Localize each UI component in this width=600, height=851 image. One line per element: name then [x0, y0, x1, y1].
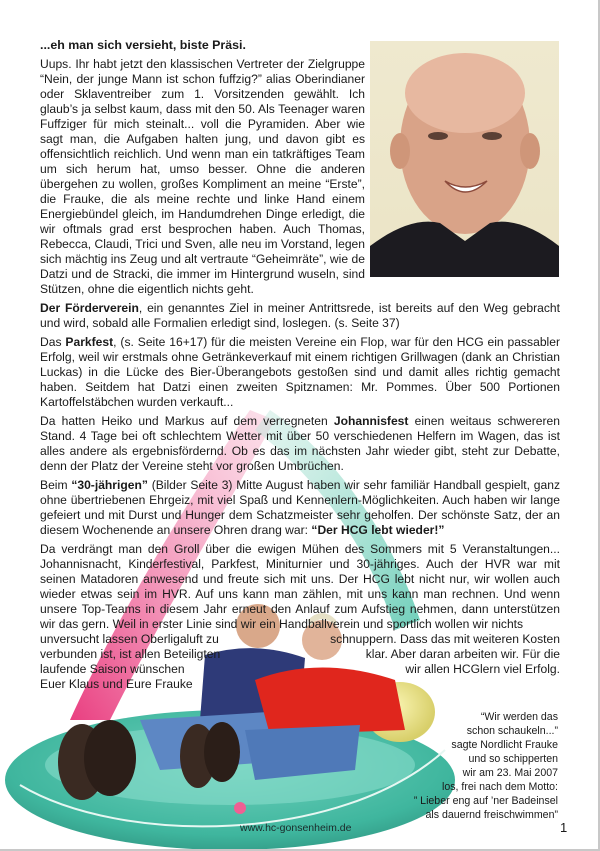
caption-line: “Wir werden das	[480, 711, 558, 723]
johannisfest-text: einen weitaus schwereren Stand. 4 Tage bei oft schlechtem Wetter mit über 50 verschiedenen Helfern im Wagen, das ist alles andere als ergebnisfördernd. Ob es das im nächsten Jahr wieder gibt, steht zur Debatte, denn der Platz der Vereine steht vor großen Umbrüchen.	[40, 414, 560, 473]
split-line	[40, 662, 560, 677]
foerderverein-bold: Der Förderverein	[40, 301, 139, 315]
dreissigjaehrigen-prefix: Beim	[40, 478, 72, 492]
parkfest-text: , (s. Seite 16+17) für die meisten Vereine ein Flop, war für den HCG ein passabler Erfolg, weil wir erstmals ohne Getränkeverkauf mit einem richtigen Grillwagen (dank an Christian Luckas) in die Lücke des Bier-Überangebots gestoßen sind und damit alles richtig gemacht haben. Seitdem hat Datzi einen zweiten Spitznamen: Mr. Pommes. Über 500 Portionen Kartoffelstäbchen wurden verkauft...	[40, 335, 560, 409]
parkfest-bold: Parkfest	[65, 335, 114, 349]
caption-line: ” Lieber eng auf ’ner Badeinsel	[413, 795, 558, 807]
parkfest-paragraph	[40, 335, 560, 410]
split-line-right: schnuppern. Dass das mit weiteren Kosten	[330, 632, 560, 646]
split-line	[40, 647, 560, 662]
article-headline: ...eh man sich versieht, biste Präsi.	[40, 38, 246, 52]
split-line-left: unversucht lassen Oberligaluft zu	[40, 632, 219, 646]
dreissigjaehrigen-text: (Bilder Seite 3) Mitte August haben wir sehr familiär Handball gespielt, ganz ohne übertriebenen Ehrgeiz, mit viel Spaß und Kennenlern-Möglichkeiten. Auch haben wir lange gefeiert und mit Durst und Hunger dem Schatzmeister sehr geholfen. Der schönste Satz, der an diesem Wochenende an unsere Ohren drang war:	[40, 478, 560, 537]
page-number: 1	[560, 820, 568, 835]
shoe	[84, 720, 136, 796]
hcg-lebt-wieder: “Der HCG lebt wieder!”	[311, 523, 445, 537]
photo-caption	[358, 710, 558, 822]
johannisfest-prefix: Da hatten Heiko und Markus auf dem verregneten	[40, 414, 334, 428]
johannisfest-bold: Johannisfest	[333, 414, 409, 428]
article-body	[40, 38, 560, 692]
closing-paragraph: Da verdrängt man den Groll über die ewigen Mühen des Sommers mit 5 Veranstaltungen... Johannisnacht, Kinderfestival, Parkfest, Miniturnier und 30-jähriges. Auch der HVR war mit seinen Matadoren anwesend und freute sich mit uns. Der HCG lebt nicht nur, wir wollen auch wieder etwas sein im HVR. Auf uns kann man zählen, mit uns kann man rechnen. Und wenn unsere Top-Teams in diesem Jahr erneut den Anlauf zum Aufstieg nehmen, dann unterstützen wir das gern. Weil in erster Linie sind wir ein Handballverein und sportlich wollen wir nichts	[40, 542, 560, 631]
split-line-right: klar. Aber daran arbeiten wir. Für die	[365, 647, 560, 661]
caption-line: und so schipperten	[468, 753, 558, 765]
caption-line: wir am 23. Mai 2007	[462, 767, 558, 779]
website-link[interactable]: www.hc-gonsenheim.de	[240, 822, 352, 834]
caption-line: schon schaukeln...”	[466, 725, 558, 737]
parkfest-prefix: Das	[40, 335, 66, 349]
dreissigjaehrigen-paragraph	[40, 478, 560, 538]
split-line-left: laufende Saison wünschen	[40, 662, 185, 676]
foerderverein-paragraph	[40, 301, 560, 331]
intro-paragraph: Uups. Ihr habt jetzt den klassischen Vertreter der Zielgruppe “Nein, der junge Mann ist schon fuffzig?” alias Oberindianer oder Sklaventreiber zum 1. Vorsitzenden gewählt. Ich glaub’s ja selbst kaum, dass mit den 50. Als Teenager waren Fuffziger für mich steinalt... voll die Pyramiden. Aber wie sagt man, die Aufgaben halten jung, und davon gibt es offensichtlich reichlich. Und wenn man ein tatkräftiges Team um sich herum hat, umso besser. Ohne die anderen übergehen zu wollen, großes Kompliment an meine “Erste”, die Frauke, die als meine rechte und linke Hand einem Energiebündel gleich, im Handumdrehen Dinge erledigt, die wir oftmals grad erst besprochen haben. Auch Thomas, Rebecca, Claudi, Trici und Sven, alle neu im Vorstand, legen sich mächtig ins Zeug und alt vertraute “Geheimräte”, wie de Datzi und de Stracki, die immer im Hintergrund wuseln, sind Stützen, ohne die eigentlich nichts geht.	[40, 57, 365, 296]
caption-line: als dauernd freischwimmen”	[425, 809, 558, 821]
johannisfest-paragraph	[40, 414, 560, 474]
signature: Euer Klaus und Eure Frauke	[40, 677, 193, 691]
foerderverein-text: , ein genanntes Ziel in meiner Antrittsrede, ist bereits auf den Weg gebracht und wird, sobald alle Formalien erledigt sind, loslegen. (s. Seite 37)	[40, 301, 560, 330]
split-line-right: wir allen HCGlern viel Erfolg.	[405, 662, 560, 676]
shoe	[204, 722, 240, 782]
split-line	[40, 632, 560, 647]
dreissigjaehrigen-bold: “30-jährigen”	[71, 478, 148, 492]
caption-line: los, frei nach dem Motto:	[442, 781, 558, 793]
split-line-left: verbunden ist, ist allen Beteiligten	[40, 647, 221, 661]
caption-line: sagte Nordlicht Frauke	[451, 739, 558, 751]
